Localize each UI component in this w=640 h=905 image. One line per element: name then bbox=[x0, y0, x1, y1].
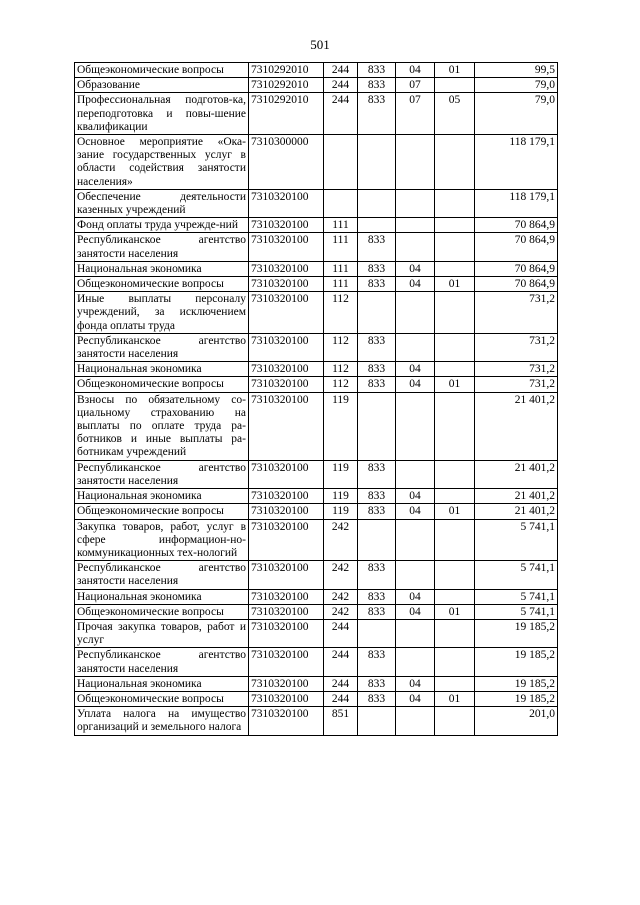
table-row bbox=[75, 504, 558, 519]
row-name: Обеспечение деятельности казенных учреждений bbox=[75, 189, 249, 217]
row-name: Общеэкономические вопросы bbox=[75, 504, 249, 519]
row-subsection: 05 bbox=[435, 93, 475, 135]
row-amount: 70 864,9 bbox=[475, 218, 558, 233]
row-name: Образование bbox=[75, 78, 249, 93]
row-name: Иные выплаты персоналу учреждений, за исключением фонда оплаты труда bbox=[75, 292, 249, 334]
row-expense-type: 119 bbox=[324, 504, 358, 519]
row-amount: 79,0 bbox=[475, 78, 558, 93]
row-administrator-code bbox=[358, 218, 396, 233]
row-expense-type: 242 bbox=[324, 519, 358, 561]
row-section bbox=[396, 561, 435, 589]
row-administrator-code: 833 bbox=[358, 561, 396, 589]
row-administrator-code: 833 bbox=[358, 261, 396, 276]
table-row bbox=[75, 377, 558, 392]
row-expense-type: 111 bbox=[324, 233, 358, 261]
row-target-code: 7310292010 bbox=[249, 78, 324, 93]
row-target-code: 7310300000 bbox=[249, 135, 324, 190]
row-expense-type: 242 bbox=[324, 604, 358, 619]
row-amount: 70 864,9 bbox=[475, 233, 558, 261]
row-expense-type: 244 bbox=[324, 78, 358, 93]
row-amount: 19 185,2 bbox=[475, 676, 558, 691]
row-subsection bbox=[435, 135, 475, 190]
row-target-code: 7310320100 bbox=[249, 707, 324, 735]
page-number: 501 bbox=[310, 37, 330, 52]
row-name: Уплата налога на имущество организаций и земельного налога bbox=[75, 707, 249, 735]
row-name: Общеэкономические вопросы bbox=[75, 604, 249, 619]
row-amount: 21 401,2 bbox=[475, 460, 558, 488]
row-section: 04 bbox=[396, 676, 435, 691]
row-amount: 5 741,1 bbox=[475, 604, 558, 619]
row-target-code: 7310320100 bbox=[249, 189, 324, 217]
table-row bbox=[75, 619, 558, 647]
row-name: Национальная экономика bbox=[75, 589, 249, 604]
table-row bbox=[75, 362, 558, 377]
row-name: Республиканское агентство занятости населения bbox=[75, 460, 249, 488]
row-amount: 5 741,1 bbox=[475, 589, 558, 604]
row-expense-type: 242 bbox=[324, 589, 358, 604]
row-target-code: 7310320100 bbox=[249, 333, 324, 361]
row-section: 04 bbox=[396, 261, 435, 276]
row-subsection bbox=[435, 648, 475, 676]
row-amount: 19 185,2 bbox=[475, 619, 558, 647]
table-row bbox=[75, 135, 558, 190]
row-subsection bbox=[435, 292, 475, 334]
row-expense-type: 111 bbox=[324, 261, 358, 276]
row-target-code: 7310320100 bbox=[249, 504, 324, 519]
row-expense-type: 242 bbox=[324, 561, 358, 589]
row-subsection bbox=[435, 589, 475, 604]
row-amount: 99,5 bbox=[475, 63, 558, 78]
row-amount: 70 864,9 bbox=[475, 277, 558, 292]
row-name: Общеэкономические вопросы bbox=[75, 377, 249, 392]
row-target-code: 7310320100 bbox=[249, 676, 324, 691]
row-administrator-code: 833 bbox=[358, 676, 396, 691]
row-administrator-code bbox=[358, 392, 396, 460]
table-row bbox=[75, 519, 558, 561]
row-administrator-code: 833 bbox=[358, 589, 396, 604]
row-section: 07 bbox=[396, 93, 435, 135]
row-section: 04 bbox=[396, 691, 435, 706]
row-name: Национальная экономика bbox=[75, 676, 249, 691]
table-row bbox=[75, 292, 558, 334]
row-amount: 118 179,1 bbox=[475, 135, 558, 190]
row-administrator-code bbox=[358, 189, 396, 217]
row-administrator-code: 833 bbox=[358, 93, 396, 135]
row-name: Национальная экономика bbox=[75, 362, 249, 377]
row-amount: 21 401,2 bbox=[475, 504, 558, 519]
row-expense-type: 111 bbox=[324, 218, 358, 233]
row-subsection bbox=[435, 489, 475, 504]
row-section bbox=[396, 233, 435, 261]
row-subsection bbox=[435, 218, 475, 233]
row-administrator-code: 833 bbox=[358, 691, 396, 706]
row-subsection: 01 bbox=[435, 691, 475, 706]
row-amount: 731,2 bbox=[475, 292, 558, 334]
row-section bbox=[396, 519, 435, 561]
row-subsection: 01 bbox=[435, 277, 475, 292]
row-administrator-code: 833 bbox=[358, 362, 396, 377]
row-administrator-code bbox=[358, 707, 396, 735]
row-section: 04 bbox=[396, 277, 435, 292]
row-administrator-code: 833 bbox=[358, 504, 396, 519]
table-row bbox=[75, 63, 558, 78]
row-section bbox=[396, 218, 435, 233]
row-target-code: 7310292010 bbox=[249, 63, 324, 78]
row-section: 04 bbox=[396, 377, 435, 392]
row-section bbox=[396, 135, 435, 190]
table-row bbox=[75, 261, 558, 276]
row-expense-type: 112 bbox=[324, 377, 358, 392]
row-name: Общеэкономические вопросы bbox=[75, 691, 249, 706]
row-section: 04 bbox=[396, 489, 435, 504]
row-target-code: 7310320100 bbox=[249, 519, 324, 561]
row-target-code: 7310320100 bbox=[249, 392, 324, 460]
row-subsection bbox=[435, 676, 475, 691]
table-row bbox=[75, 691, 558, 706]
table-row bbox=[75, 460, 558, 488]
table-row bbox=[75, 589, 558, 604]
table-row bbox=[75, 233, 558, 261]
row-expense-type: 244 bbox=[324, 93, 358, 135]
row-expense-type: 112 bbox=[324, 333, 358, 361]
row-amount: 70 864,9 bbox=[475, 261, 558, 276]
row-subsection bbox=[435, 78, 475, 93]
row-target-code: 7310320100 bbox=[249, 691, 324, 706]
row-administrator-code: 833 bbox=[358, 489, 396, 504]
row-subsection bbox=[435, 233, 475, 261]
row-expense-type bbox=[324, 135, 358, 190]
row-subsection bbox=[435, 619, 475, 647]
row-subsection: 01 bbox=[435, 377, 475, 392]
row-administrator-code: 833 bbox=[358, 277, 396, 292]
table-row bbox=[75, 604, 558, 619]
row-target-code: 7310320100 bbox=[249, 218, 324, 233]
row-administrator-code: 833 bbox=[358, 233, 396, 261]
row-name: Республиканское агентство занятости населения bbox=[75, 233, 249, 261]
row-amount: 19 185,2 bbox=[475, 691, 558, 706]
row-section: 04 bbox=[396, 504, 435, 519]
row-name: Основное мероприятие «Ока-зание государственных услуг в области содействия занятости населения» bbox=[75, 135, 249, 190]
row-subsection bbox=[435, 460, 475, 488]
row-expense-type: 244 bbox=[324, 676, 358, 691]
row-administrator-code bbox=[358, 519, 396, 561]
row-subsection: 01 bbox=[435, 504, 475, 519]
row-section bbox=[396, 648, 435, 676]
row-name: Закупка товаров, работ, услуг в сфере информацион-но-коммуникационных тех-нологий bbox=[75, 519, 249, 561]
row-administrator-code: 833 bbox=[358, 333, 396, 361]
row-name: Национальная экономика bbox=[75, 261, 249, 276]
row-target-code: 7310320100 bbox=[249, 561, 324, 589]
row-amount: 118 179,1 bbox=[475, 189, 558, 217]
row-subsection bbox=[435, 561, 475, 589]
row-section bbox=[396, 189, 435, 217]
table-row bbox=[75, 277, 558, 292]
row-administrator-code bbox=[358, 292, 396, 334]
table-row bbox=[75, 78, 558, 93]
row-subsection bbox=[435, 189, 475, 217]
row-target-code: 7310320100 bbox=[249, 604, 324, 619]
row-target-code: 7310320100 bbox=[249, 277, 324, 292]
row-target-code: 7310320100 bbox=[249, 460, 324, 488]
row-name: Взносы по обязательному со-циальному страхованию на выплаты по оплате труда ра-ботников и иные выплаты ра-ботникам учреждений bbox=[75, 392, 249, 460]
row-section bbox=[396, 333, 435, 361]
row-section bbox=[396, 392, 435, 460]
table-row bbox=[75, 648, 558, 676]
table-row bbox=[75, 333, 558, 361]
row-expense-type: 111 bbox=[324, 277, 358, 292]
row-section: 07 bbox=[396, 78, 435, 93]
row-name: Республиканское агентство занятости населения bbox=[75, 648, 249, 676]
row-name: Фонд оплаты труда учрежде-ний bbox=[75, 218, 249, 233]
row-subsection bbox=[435, 707, 475, 735]
row-administrator-code bbox=[358, 135, 396, 190]
row-amount: 79,0 bbox=[475, 93, 558, 135]
table-row bbox=[75, 707, 558, 735]
row-name: Прочая закупка товаров, работ и услуг bbox=[75, 619, 249, 647]
row-name: Общеэкономические вопросы bbox=[75, 277, 249, 292]
row-subsection bbox=[435, 392, 475, 460]
row-target-code: 7310320100 bbox=[249, 489, 324, 504]
row-target-code: 7310292010 bbox=[249, 93, 324, 135]
row-amount: 731,2 bbox=[475, 362, 558, 377]
row-administrator-code: 833 bbox=[358, 604, 396, 619]
row-subsection bbox=[435, 261, 475, 276]
row-name: Профессиональная подготов-ка, переподготовка и повы-шение квалификации bbox=[75, 93, 249, 135]
row-section bbox=[396, 460, 435, 488]
table-row bbox=[75, 489, 558, 504]
row-amount: 19 185,2 bbox=[475, 648, 558, 676]
row-expense-type: 244 bbox=[324, 63, 358, 78]
row-target-code: 7310320100 bbox=[249, 589, 324, 604]
table-row bbox=[75, 676, 558, 691]
budget-table bbox=[74, 62, 558, 736]
row-name: Республиканское агентство занятости населения bbox=[75, 333, 249, 361]
row-name: Республиканское агентство занятости населения bbox=[75, 561, 249, 589]
table-row bbox=[75, 189, 558, 217]
row-administrator-code: 833 bbox=[358, 63, 396, 78]
row-section bbox=[396, 619, 435, 647]
row-subsection bbox=[435, 519, 475, 561]
row-amount: 5 741,1 bbox=[475, 519, 558, 561]
row-section: 04 bbox=[396, 589, 435, 604]
row-section bbox=[396, 292, 435, 334]
row-expense-type: 112 bbox=[324, 292, 358, 334]
row-section: 04 bbox=[396, 362, 435, 377]
row-name: Национальная экономика bbox=[75, 489, 249, 504]
row-section: 04 bbox=[396, 63, 435, 78]
row-administrator-code: 833 bbox=[358, 460, 396, 488]
row-expense-type: 119 bbox=[324, 489, 358, 504]
row-target-code: 7310320100 bbox=[249, 233, 324, 261]
row-amount: 201,0 bbox=[475, 707, 558, 735]
table-row bbox=[75, 93, 558, 135]
row-amount: 731,2 bbox=[475, 377, 558, 392]
row-administrator-code: 833 bbox=[358, 377, 396, 392]
row-administrator-code: 833 bbox=[358, 78, 396, 93]
row-administrator-code: 833 bbox=[358, 648, 396, 676]
row-amount: 5 741,1 bbox=[475, 561, 558, 589]
row-subsection: 01 bbox=[435, 63, 475, 78]
table-row bbox=[75, 561, 558, 589]
row-amount: 21 401,2 bbox=[475, 489, 558, 504]
row-expense-type bbox=[324, 189, 358, 217]
row-section bbox=[396, 707, 435, 735]
row-amount: 21 401,2 bbox=[475, 392, 558, 460]
row-amount: 731,2 bbox=[475, 333, 558, 361]
table-row bbox=[75, 392, 558, 460]
row-expense-type: 244 bbox=[324, 619, 358, 647]
row-expense-type: 244 bbox=[324, 648, 358, 676]
row-expense-type: 851 bbox=[324, 707, 358, 735]
row-target-code: 7310320100 bbox=[249, 648, 324, 676]
row-administrator-code bbox=[358, 619, 396, 647]
row-subsection bbox=[435, 362, 475, 377]
row-section: 04 bbox=[396, 604, 435, 619]
row-target-code: 7310320100 bbox=[249, 619, 324, 647]
row-expense-type: 119 bbox=[324, 392, 358, 460]
row-expense-type: 119 bbox=[324, 460, 358, 488]
row-expense-type: 244 bbox=[324, 691, 358, 706]
budget-table-body bbox=[75, 63, 558, 736]
row-expense-type: 112 bbox=[324, 362, 358, 377]
row-subsection bbox=[435, 333, 475, 361]
row-subsection: 01 bbox=[435, 604, 475, 619]
row-target-code: 7310320100 bbox=[249, 261, 324, 276]
row-target-code: 7310320100 bbox=[249, 292, 324, 334]
table-row bbox=[75, 218, 558, 233]
row-target-code: 7310320100 bbox=[249, 377, 324, 392]
row-target-code: 7310320100 bbox=[249, 362, 324, 377]
row-name: Общеэкономические вопросы bbox=[75, 63, 249, 78]
